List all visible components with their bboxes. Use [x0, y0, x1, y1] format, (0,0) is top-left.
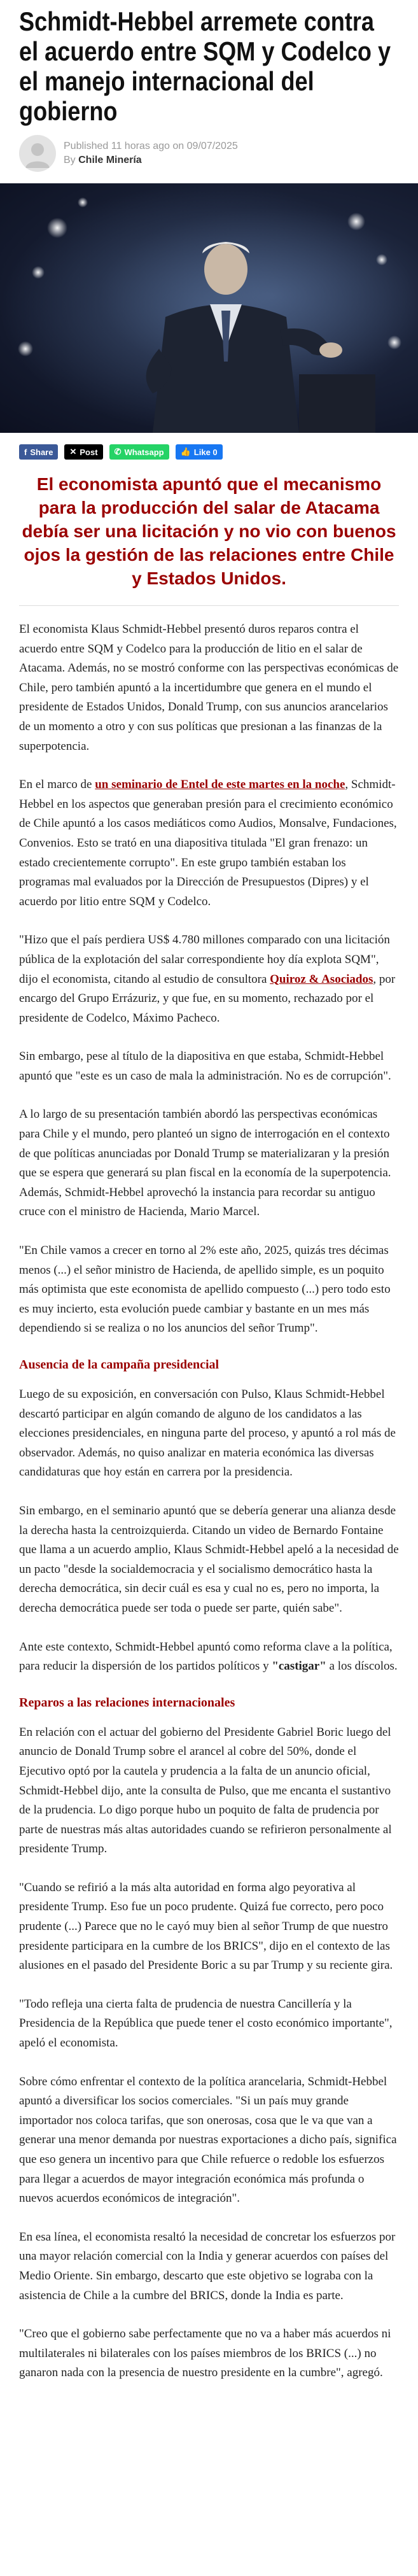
paragraph: En esa línea, el economista resaltó la necesidad de concretar los esfuerzos por una mayor relación comercial con la India y generar acuerdos con países del Medio Oriente. Sin embargo, descarto que este objetivo se lograba con la asistencia de Chile a la cumbre del BRICS, donde la India es parte. [19, 2230, 396, 2302]
whatsapp-icon: ✆ [114, 447, 122, 456]
hero-image [0, 183, 418, 433]
facebook-share-button[interactable] [19, 444, 58, 460]
paragraph: Sin embargo, pese al título de la diapositiva en que estaba, Schmidt-Hebbel apuntó que "este es un caso de mala la administración. No es de corrupción". [19, 1050, 391, 1083]
paragraph-text: , Schmidt-Hebbel en los aspectos que generaban presión para el crecimiento económico de Chile apuntó a los casos mediáticos como Audios, Monsalve, Fundaciones, Convenios. Esto se trató en una diapositiva titulada "El gran frenazo: un estado crecientemente corrupto". En este grupo también estaban los programas mal evaluados por la Dirección de Presupuestos (Dipres) y el acuerdo por litio entre SQM y Codelco. [19, 778, 397, 908]
author-line [64, 153, 238, 167]
paragraph-text: , por encargo del Grupo Errázuriz, y que fue, en su momento, rechazado por el presidente de Codelco, Máximo Pacheco. [19, 972, 396, 1025]
published-on: on [172, 141, 185, 151]
whatsapp-share-button[interactable] [109, 444, 169, 460]
paragraph: Sin embargo, en el seminario apuntó que se debería generar una alianza desde la derecha hasta la centroizquierda. Citando un video de Bernardo Fontaine que llama a un acuerdo amplio, Klaus Schmidt-Hebbel apeló a la necesidad de un pacto "desde la socialdemocracia y el socialismo democrático hasta la derecha democrática, sin decir cuál es esa y cual no es, pero no importa, la derecha democrática puede ser toda o puede ser parte, quién sabe". [19, 1503, 399, 1615]
published-date: 09/07/2025 [186, 141, 238, 151]
published-label: Published [64, 141, 109, 151]
paragraph: "Todo refleja una cierta falta de prudencia de nuestra Cancillería y la Presidencia de la República que puede tener el costo económico importante", apeló el economista. [19, 1997, 393, 2050]
paragraph: Sobre cómo enfrentar el contexto de la política arancelaria, Schmidt-Hebbel apuntó a diversificar los socios comerciales. "Si un país muy grande importador nos coloca tarifas, que son onerosas, cosa que le va que van a generar una menor demanda por nuestras exportaciones a dicho país, significa que eso genera un incentivo para que Chile refuerce o redoble los esfuerzos para llegar a acuerdos de mayor integración económica más profunda o nuevos acuerdos económicos de integración". [19, 2074, 397, 2206]
article-meta [19, 135, 399, 172]
share-bar [0, 433, 418, 472]
section-heading: Reparos a las relaciones internacionales [19, 1695, 235, 1710]
paragraph: "En Chile vamos a crecer en torno al 2% este año, 2025, quizás tres décimas menos (...) el señor ministro de Hacienda, de apellido simple, es un poquito más optimista que este economista de apellido compuesto (...) pero todo esto es muy incierto, esta evolución puede cambiar y bastante en un mes más dependiendo si se realiza o no los anuncios del señor Trump". [19, 1244, 391, 1335]
paragraph-text: En el marco de [19, 778, 95, 792]
facebook-share-label: Share [30, 447, 53, 457]
consultora-link[interactable]: Quiroz & Asociados [270, 972, 373, 986]
user-avatar-icon[interactable] [19, 135, 56, 172]
facebook-icon: f [24, 447, 27, 457]
article-body [0, 620, 418, 2415]
like-label: Like 0 [193, 447, 218, 457]
paragraph: "Cuando se refirió a la más alta autoridad en forma algo peyorativa al presidente Trump. Eso fue un poco prudente. Quizá fue correcto, pero poco prudente (...) Parece que no le cayó muy bien al señor Trump de que nuestro presidente participara en la cumbre de los BRICS", dijo en el contexto de las alusiones en el pasado del Presidente Boric a su par Trump y su reciente gira. [19, 1880, 393, 1973]
paragraph: El economista Klaus Schmidt-Hebbel presentó duros reparos contra el acuerdo entre SQM y Codelco para la producción de litio en el salar de Atacama. Además, no se mostró conforme con las perspectivas económicas de Chile, pero también apuntó a la incertidumbre que genera en el mundo el presidente de Estados Unidos, Donald Trump, con sus anuncios arancelarios de un momento a otro y con sus políticas que presionan a las finanzas de la superpotencia. [19, 623, 399, 753]
paragraph [19, 931, 399, 1028]
author-link[interactable]: Chile Minería [78, 155, 142, 165]
paragraph-text: a los díscolos. [326, 1659, 398, 1673]
meta-text [64, 139, 238, 167]
section-heading: Ausencia de la campaña presidencial [19, 1358, 219, 1372]
paragraph: Luego de su exposición, en conversación con Pulso, Klaus Schmidt-Hebbel descartó participar en algún comando de alguno de los candidatos a las elecciones presidenciales, en ninguna parte del proceso, y apuntó a rol más de observador. Además, no quiso analizar en materia económica las diversas candidaturas que hoy están en carrera por la presidencia. [19, 1388, 396, 1479]
hero-photo-illustration [0, 183, 418, 433]
paragraph-text: "Hizo que el país perdiera US$ 4.780 millones comparado con una licitación pública de la explotación del salar correspondiente hoy día explota SQM", dijo el economista, citando al estudio de consultora [19, 933, 390, 986]
article-header [0, 0, 418, 172]
paragraph: A lo largo de su presentación también abordó las perspectivas económicas para Chile y el mundo, pero planteó un signo de interrogación en el contexto de que políticas anunciadas por Donald Trump se materializaran y la presión que se espera que generará su plan fiscal en la economía de la superpotencia. Además, Schmidt-Hebbel aprovechó la instancia para recordar su antiguo cruce con el ministro de Hacienda, Mario Marcel. [19, 1108, 391, 1219]
lead-divider [19, 605, 399, 606]
thumbs-up-icon: 👍 [180, 447, 191, 456]
paragraph: En relación con el actuar del gobierno del Presidente Gabriel Boric luego del anuncio de Donald Trump sobre el arancel al cobre del 50%, donde el Ejecutivo optó por la cautela y prudencia a la falta de un anuncio oficial, Schmidt-Hebbel dijo, ante la consulta de Pulso, que me encanta el sustantivo de la prudencia. Lo digo porque hubo un poquito de falta de prudencia por parte de nuestras más altas autoridades cuando se refirieron personalmente al presidente Trump. [19, 1725, 392, 1856]
article-lead: El economista apuntó que el mecanismo para la producción del salar de Atacama debía ser una licitación y no vio con buenos ojos la gestión de las relaciones entre Chile y Estados Unidos. [22, 474, 396, 588]
paragraph-text: Ante este contexto, Schmidt-Hebbel apuntó como reforma clave a la política, para reducir la dispersión de los partidos políticos y [19, 1640, 393, 1673]
seminar-link[interactable]: un seminario de Entel de este martes en la noche [95, 778, 345, 792]
x-post-label: Post [80, 447, 98, 457]
paragraph [19, 775, 399, 911]
x-logo-icon: ✕ [69, 447, 77, 456]
facebook-like-button[interactable] [176, 444, 223, 460]
published-line [64, 139, 238, 153]
paragraph: "Creo que el gobierno sabe perfectamente que no va a haber más acuerdos ni multilaterales ni bilaterales con los países miembros de los BRICS (...) no ganaron nada con la presencia de nuestro presidente en la cumbre", agregó. [19, 2327, 391, 2380]
by-label: By [64, 155, 76, 165]
paragraph [19, 1638, 399, 1677]
x-post-button[interactable] [64, 444, 102, 460]
article-title: Schmidt-Hebbel arremete contra el acuerdo entre SQM y Codelco y el manejo internacional del gobierno [19, 6, 391, 126]
bold-quote: "castigar" [272, 1659, 326, 1673]
whatsapp-label: Whatsapp [124, 447, 164, 457]
published-relative: 11 horas ago [111, 141, 170, 151]
